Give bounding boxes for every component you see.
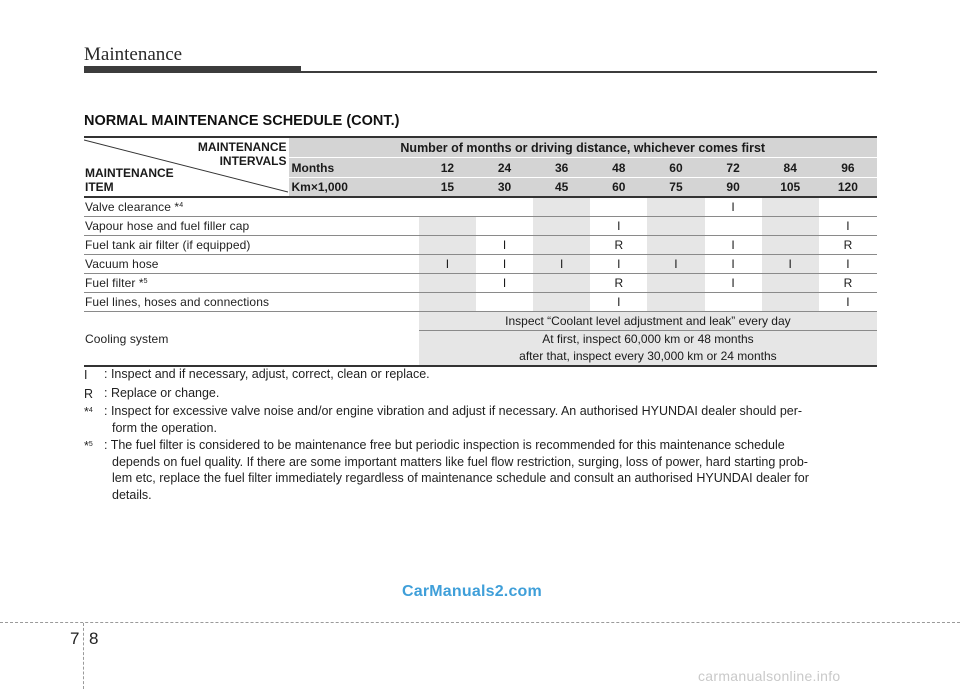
km-cell: 75 [647,177,704,197]
section-header-title: Maintenance [84,44,183,65]
schedule-cell: I [476,236,533,255]
item-label: Fuel filter *$^5$ [84,274,419,293]
months-cell: 48 [590,158,647,177]
note-text: : Inspect for excessive valve noise and/or engine vibration and adjust if necessary. An authorised HYUNDAI dealer should per- form the operation. [104,404,803,435]
watermark-link[interactable]: CarManuals2.com [402,583,542,600]
table-row [84,197,877,217]
table-row [84,274,877,293]
schedule-cell [590,197,647,217]
header-rule-thick [84,66,301,73]
km-label: Km×1,000 [289,177,419,197]
months-cell: 36 [533,158,590,177]
header-rule-thin [301,71,877,73]
schedule-cell [419,217,476,236]
months-cell: 96 [819,158,877,177]
schedule-cell [476,293,533,312]
table-row [84,293,877,312]
note-item [84,385,877,403]
schedule-cell: R [590,274,647,293]
schedule-cell: I [476,274,533,293]
page-chapter-number: 7 [70,629,80,648]
schedule-cell [762,274,819,293]
note-item [84,437,877,503]
cooling-interval-inspection: At first, inspect 60,000 km or 48 months after that, inspect every 30,000 km or 24 months [419,331,877,367]
schedule-cell [476,217,533,236]
km-cell: 30 [476,177,533,197]
months-cell: 24 [476,158,533,177]
months-cell: 12 [419,158,476,177]
schedule-cell: I [705,197,762,217]
schedule-cell: I [705,236,762,255]
km-cell: 15 [419,177,476,197]
maintenance-schedule-table [84,136,877,367]
page-number: 8 [89,629,99,648]
schedule-cell [647,236,704,255]
schedule-cell: I [647,255,704,274]
months-cell: 60 [647,158,704,177]
schedule-cell: R [590,236,647,255]
schedule-cell: R [819,236,877,255]
note-item [84,403,877,436]
km-cell: 60 [590,177,647,197]
page-title: NORMAL MAINTENANCE SCHEDULE (CONT.) [84,113,400,129]
schedule-cell: I [819,293,877,312]
schedule-cell: I [705,255,762,274]
schedule-cell [762,217,819,236]
note-text: : Inspect and if necessary, adjust, correct, clean or replace. [104,367,430,381]
schedule-cell [647,217,704,236]
item-label: Vacuum hose [84,255,419,274]
table-row [84,217,877,236]
schedule-cell [419,236,476,255]
km-cell: 90 [705,177,762,197]
schedule-cell: I [819,217,877,236]
schedule-cell: I [476,255,533,274]
note-text: : Replace or change. [104,385,220,400]
schedule-cell [476,197,533,217]
corner-intervals-label: MAINTENANCE INTERVALS [197,140,287,168]
schedule-cell [762,293,819,312]
schedule-cell [647,293,704,312]
schedule-cell: I [762,255,819,274]
schedule-cell [533,197,590,217]
footer-divider [0,622,960,623]
schedule-cell [762,197,819,217]
km-cell: 105 [762,177,819,197]
schedule-cell: I [533,255,590,274]
interval-header-title: Number of months or driving distance, whichever comes first [289,137,878,158]
corner-item-label: MAINTENANCE ITEM [85,166,174,194]
schedule-cell [762,236,819,255]
schedule-cell: I [590,293,647,312]
footer-vertical-divider [83,623,84,689]
note-mark: *$^4$ [84,405,93,419]
schedule-cell [533,217,590,236]
months-cell: 84 [762,158,819,177]
schedule-cell [705,293,762,312]
schedule-cell [705,217,762,236]
schedule-cell: R [819,274,877,293]
months-cell: 72 [705,158,762,177]
schedule-cell: I [590,217,647,236]
schedule-cell [419,293,476,312]
note-mark: I [84,368,88,382]
cooling-row [84,312,877,331]
schedule-cell [419,274,476,293]
months-label: Months [289,158,419,177]
schedule-cell [533,236,590,255]
schedule-cell [647,197,704,217]
note-mark: R [84,386,94,401]
note-text: : The fuel filter is considered to be maintenance free but periodic inspection is recommended for this maintenance schedule depends on fuel quality. If there are some important matters like fuel flow restriction, surging, loss of power, hard starting prob- lem etc, replace the fuel filter immediately regardless of maintenance schedule and consult an authorised HYUNDAI dealer for details. [104,438,809,502]
schedule-cell: I [419,255,476,274]
item-label: Fuel lines, hoses and connections [84,293,419,312]
cooling-item-label: Cooling system [84,312,419,367]
schedule-cell [819,197,877,217]
schedule-cell: I [705,274,762,293]
item-label: Vapour hose and fuel filler cap [84,217,419,236]
schedule-cell [533,293,590,312]
cooling-daily-inspection: Inspect “Coolant level adjustment and leak” every day [419,312,877,331]
footer-watermark: carmanualsonline.info [698,668,841,684]
item-label: Fuel tank air filter (if equipped) [84,236,419,255]
legend-notes [84,366,877,504]
schedule-cell [647,274,704,293]
schedule-cell [419,197,476,217]
km-cell: 45 [533,177,590,197]
schedule-cell [533,274,590,293]
note-item [84,366,877,384]
note-mark: *$^5$ [84,439,93,453]
schedule-cell: I [590,255,647,274]
item-label: Valve clearance *$^4$ [84,197,419,217]
km-cell: 120 [819,177,877,197]
table-row [84,255,877,274]
corner-header-cell [84,137,289,197]
table-row [84,236,877,255]
schedule-cell: I [819,255,877,274]
